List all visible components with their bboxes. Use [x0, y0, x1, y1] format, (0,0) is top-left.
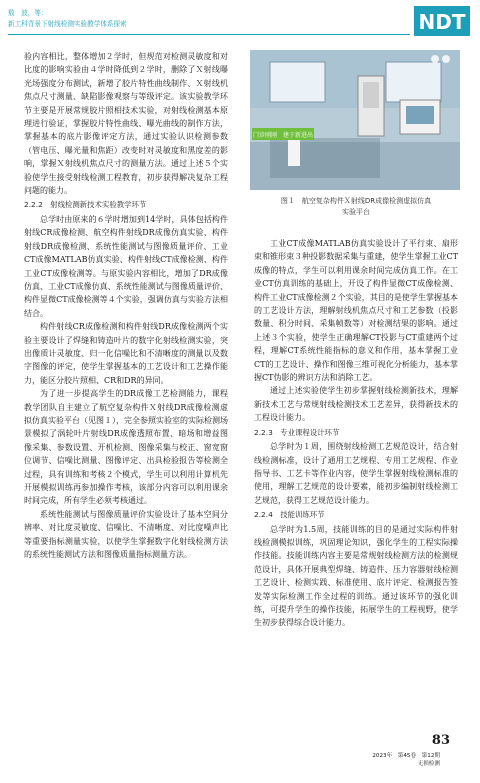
paragraph: 为了进一步提高学生的DR成像工艺检测能力，课程教学团队自主建立了航空复杂构件Ｘ射线DR成像检测虚拟仿真实验平台（见图１），完全参照实验室的实际检测场景模拟了涡轮叶片射线DR成像透照布置、暗场和增益图像采集、参数设置、开机检测、图像采集与校正、窗宽窗位调节、信噪比测量、图像评定、出具检验报告等检测全过程，具有训练和考核２个模式，学生可以利用计算机先开展模拟训练再参加操作考核，该部分内容可以利用课余时间完成，所有学生必须考核通过。: [24, 389, 228, 506]
figure-caption-line-2: 实验平台: [342, 208, 370, 216]
figure-caption-line-1: 图１ 航空复杂构件Ｘ射线DR成像检测虚拟仿真: [280, 197, 432, 205]
page-number: 83: [431, 733, 450, 748]
simulation-screenshot: [250, 50, 460, 190]
figure-caption: [254, 196, 458, 218]
right-column: [254, 237, 458, 630]
page-footer: [330, 735, 470, 765]
left-column: [24, 50, 228, 561]
figure-simulation-platform: [250, 50, 460, 190]
page-header: [0, 0, 480, 40]
ndt-logo: [414, 6, 470, 36]
header-authors: 敖 波，等：: [8, 9, 48, 17]
paragraph: 验内容相比，整体增加２学时，但规范对检测灵敏度和对比度的影响实验由４学时降低到２学时，删除了Ｘ射线曝光场强度分布测试，新增了胶片特性曲线制作、Ｘ射线机焦点尺寸测量、缺陷影像观察与等级评定。该实验教学环节主要是开展常规胶片照相技术实验，对射线检测基本原理进行验证，掌握胶片特性曲线、曝光曲线的制作方法，掌握基本的底片影像评定方法，通过实验认识检测参数（管电压、曝光量和焦距）改变时对灵敏度和黑度差的影响，掌握Ｘ射线机焦点尺寸的测量方法。通过上述５个实验使学生接受射线检测工程教育，初步获得解决复杂工程问题的能力。: [24, 52, 228, 196]
section-heading-2-2-4: 2.2.4 技能训练环节: [254, 510, 325, 520]
paragraph: 构件射线CR成像检测和构件射线DR成像检测两个实验主要设计了焊缝和铸造叶片的数字化射线检测实验，突出像质计灵敏度、归一化信噪比和不清晰度的测量以及数字图像的评定，使学生掌握基本的工艺设计和工艺操作能力，能区分胶片照相、CR和DR的异同。: [24, 322, 228, 385]
paragraph: 工业CT成像MATLAB仿真实验设计了平行束、扇形束和锥形束３种投影数据采集与重建，使学生掌握工业CT成像的特点，学生可以利用课余时间完成仿真工作。在工业CT仿真训练的基础上，开设了构件显微CT成像检测、构件工业CT成像检测２个实验，其目的是使学生掌握基本的工艺设计方法，理解射线机焦点尺寸和工艺参数（投影数量、积分时间、采集帧数等）对检测结果的影响。通过上述３个实验，使学生正确理解CT投影与CT重建两个过程，理解CT系统性能指标的意义和作用，基本掌握工业CT的工艺设计、操作和图像三维可视化分析能力，基本掌握CT伪影的辨识方法和消除工艺。: [254, 239, 458, 383]
figure-banner-text: 门诊刚刚 建于新进出: [252, 132, 314, 139]
paragraph: 通过上述实验使学生初步掌握射线检测新技术，理解新技术工艺与常规射线检测技术工艺差异，获得新技术的工程设计能力。: [254, 386, 458, 423]
paragraph: 总学时为1.5周，技能训练的目的是通过实际构件射线检测模拟训练，巩固理论知识，强化学生的工程实际操作技能。技能训练内容主要是常规射线检测方法的检测规范设计，具体开展典型焊缝、铸造件、压力容器射线检测工艺设计、检测实践、标准使用、底片评定、检测报告签发等实际检测工作全过程的训练。通过该环节的强化训练，可提升学生的操作技能，拓展学生的工程视野，使学生初步获得综合设计能力。: [254, 524, 458, 628]
paragraph: 总学时为１周，围绕射线检测工艺规范设计，结合射线检测标准，设计了通用工艺规程、专用工艺规程、作业指导书、工艺卡等作业内容，使学生掌握射线检测标准的使用，理解工艺规范的设计要素，能初步编制射线检测工艺规范，获得工艺规范设计能力。: [254, 442, 458, 505]
header-article-title: 新工科背景下射线检测实验教学体系探索: [8, 20, 127, 28]
paragraph: 总学时由原来的６学时增加到14学时，具体包括构件射线CR成像检测、航空构件射线DR成像仿真实验、构件射线DR成像检测、系统性能测试与图像质量评价、工业CT成像MATLAB仿真实验、构件射线CT成像检测、构件工业CT成像检测等。与原实验内容相比，增加了DR成像仿真、工业CT成像仿真、系统性能测试与图像质量评价、构件显微CT成像检测等４个实验，强调仿真与实验方法相结合。: [24, 214, 228, 318]
journal-name: 无损检测: [417, 761, 440, 767]
paragraph: 系统性能测试与图像质量评价实验设计了基本空间分辨率、对比度灵敏度、信噪比、不清晰度、对比度噪声比等重要指标测量实验，以使学生掌握数字化射线检测方法的系统性能测试方法和图像质量指标测量方法。: [24, 509, 228, 560]
header-rule: [8, 34, 410, 35]
section-heading-2-2-2: 2.2.2 射线检测新技术实验教学环节: [24, 200, 147, 210]
section-heading-2-2-3: 2.2.3 专业课程设计环节: [254, 427, 340, 437]
logo-text: NDT: [418, 10, 466, 34]
issue-info: 2023年 第45卷 第12期: [372, 753, 440, 759]
